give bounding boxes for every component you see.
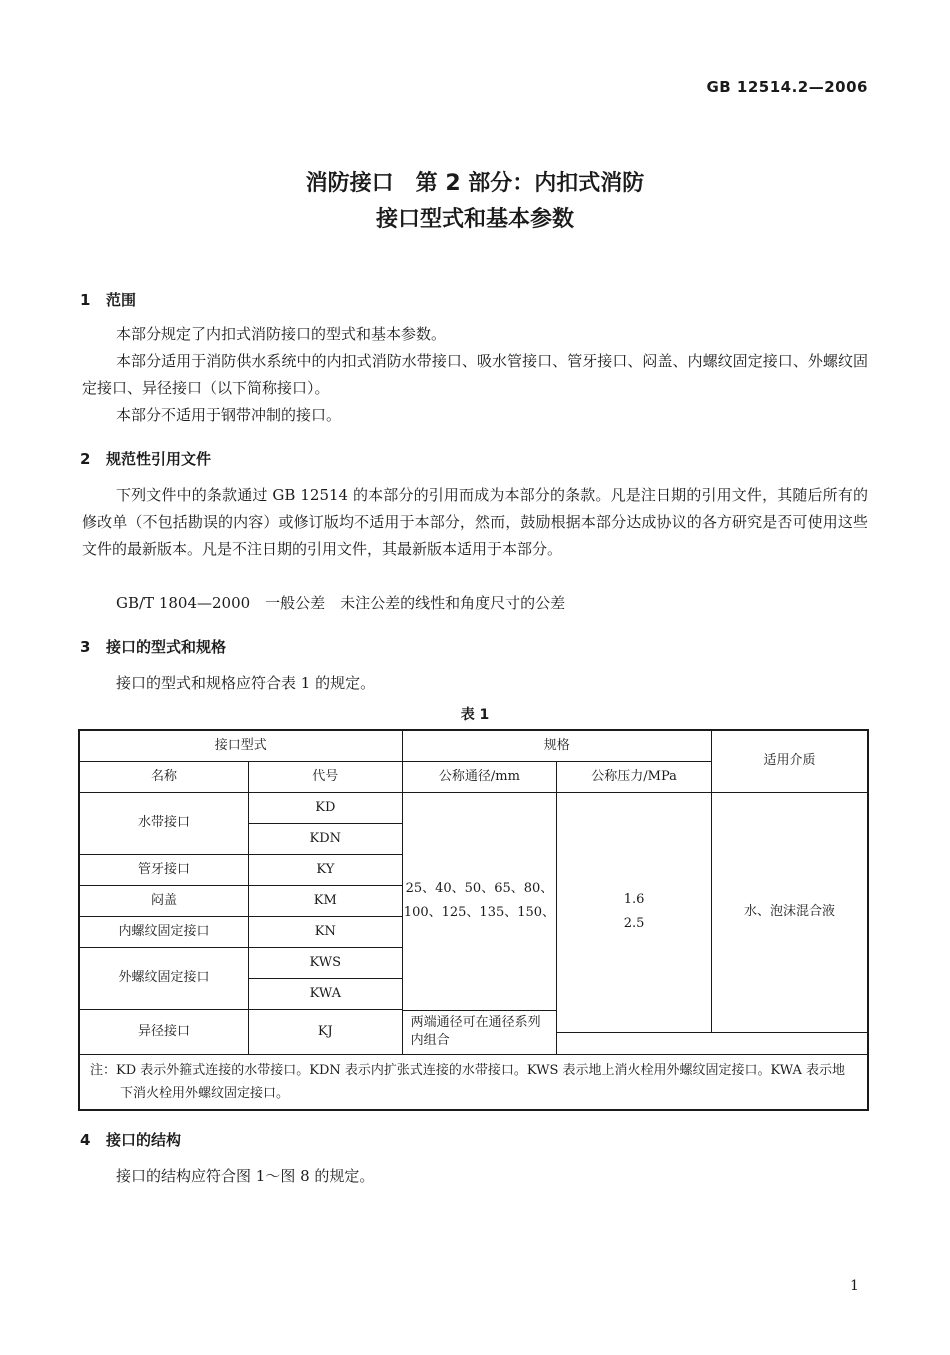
row-code: KM bbox=[249, 885, 403, 916]
diameter-reducer-cell: 两端通径可在通径系列内组合 bbox=[402, 1010, 557, 1054]
section-title: 接口的型式和规格 bbox=[106, 638, 227, 656]
page-number: 1 bbox=[850, 1278, 859, 1294]
title-line-1: 消防接口 第 2 部分：内扣式消防 bbox=[305, 171, 645, 196]
section-1-heading bbox=[80, 289, 136, 310]
pressure-cell bbox=[557, 792, 712, 1032]
row-name: 外螺纹固定接口 bbox=[79, 947, 249, 1009]
row-code: KN bbox=[249, 916, 403, 947]
section-number: 2 bbox=[80, 450, 91, 468]
header-pressure: 公称压力/MPa bbox=[557, 761, 712, 792]
row-code: KD bbox=[249, 792, 403, 823]
normative-reference: GB/T 1804—2000 一般公差 未注公差的线性和角度尺寸的公差 bbox=[116, 594, 566, 612]
title-line-2: 接口型式和基本参数 bbox=[375, 207, 574, 232]
header-medium: 适用介质 bbox=[711, 730, 868, 792]
section-number: 1 bbox=[80, 291, 91, 309]
row-name: 异径接口 bbox=[79, 1009, 249, 1054]
row-code: KJ bbox=[249, 1009, 403, 1054]
row-name: 水带接口 bbox=[79, 792, 249, 854]
section-title: 范围 bbox=[106, 291, 137, 309]
section-title: 规范性引用文件 bbox=[106, 450, 212, 468]
header-diameter: 公称通径/mm bbox=[402, 761, 557, 792]
table-note: 注：KD 表示外箍式连接的水带接口。KDN 表示内扩张式连接的水带接口。KWS 表示地上消火栓用外螺纹固定接口。KWA 表示地下消火栓用外螺纹固定接口。 bbox=[79, 1054, 868, 1110]
standard-number: GB 12514.2—2006 bbox=[706, 78, 868, 96]
pressure-value-2: 2.5 bbox=[623, 916, 645, 931]
section-2-paragraph-1: 下列文件中的条款通过 GB 12514 的本部分的引用而成为本部分的条款。凡是注日期的引用文件，其随后所有的修改单（不包括勘误的内容）或修订版均不适用于本部分，然而，鼓励根据本部分达成协议的各方研究是否可使用这些文件的最新版本。凡是不注日期的引用文件，其最新版本适用于本部分。 bbox=[82, 486, 868, 558]
section-3-paragraph-1: 接口的型式和规格应符合表 1 的规定。 bbox=[116, 674, 376, 692]
section-title: 接口的结构 bbox=[106, 1131, 182, 1149]
row-name: 闷盖 bbox=[79, 885, 249, 916]
section-4-paragraph-1: 接口的结构应符合图 1～图 8 的规定。 bbox=[116, 1167, 375, 1185]
section-2-heading bbox=[80, 448, 211, 469]
section-number: 3 bbox=[80, 638, 91, 656]
section-3-heading bbox=[80, 636, 226, 657]
section-1-paragraph-3: 本部分不适用于钢带冲制的接口。 bbox=[116, 406, 342, 424]
table-1 bbox=[78, 729, 869, 1111]
pressure-value-1: 1.6 bbox=[623, 892, 645, 907]
row-name: 内螺纹固定接口 bbox=[79, 916, 249, 947]
document-title bbox=[0, 166, 950, 238]
row-code: KY bbox=[249, 854, 403, 885]
row-code: KDN bbox=[249, 823, 403, 854]
diameter-series-cell bbox=[402, 792, 557, 1010]
header-specification: 规格 bbox=[402, 730, 711, 761]
row-name: 管牙接口 bbox=[79, 854, 249, 885]
diameter-line-2: 100、125、135、150、 bbox=[403, 905, 556, 920]
header-code: 代号 bbox=[249, 761, 403, 792]
section-1-paragraph-1: 本部分规定了内扣式消防接口的型式和基本参数。 bbox=[116, 325, 447, 343]
table-caption: 表 1 bbox=[460, 707, 490, 723]
section-1-paragraph-2: 本部分适用于消防供水系统中的内扣式消防水带接口、吸水管接口、管牙接口、闷盖、内螺纹固定接口、外螺纹固定接口、异径接口（以下简称接口）。 bbox=[82, 352, 868, 397]
diameter-line-1: 25、40、50、65、80、 bbox=[405, 881, 554, 896]
row-code: KWS bbox=[249, 947, 403, 978]
section-number: 4 bbox=[80, 1131, 91, 1149]
header-interface-type: 接口型式 bbox=[79, 730, 402, 761]
header-name: 名称 bbox=[79, 761, 249, 792]
section-4-heading bbox=[80, 1129, 181, 1150]
row-code: KWA bbox=[249, 978, 403, 1009]
medium-cell: 水、泡沫混合液 bbox=[711, 792, 868, 1032]
